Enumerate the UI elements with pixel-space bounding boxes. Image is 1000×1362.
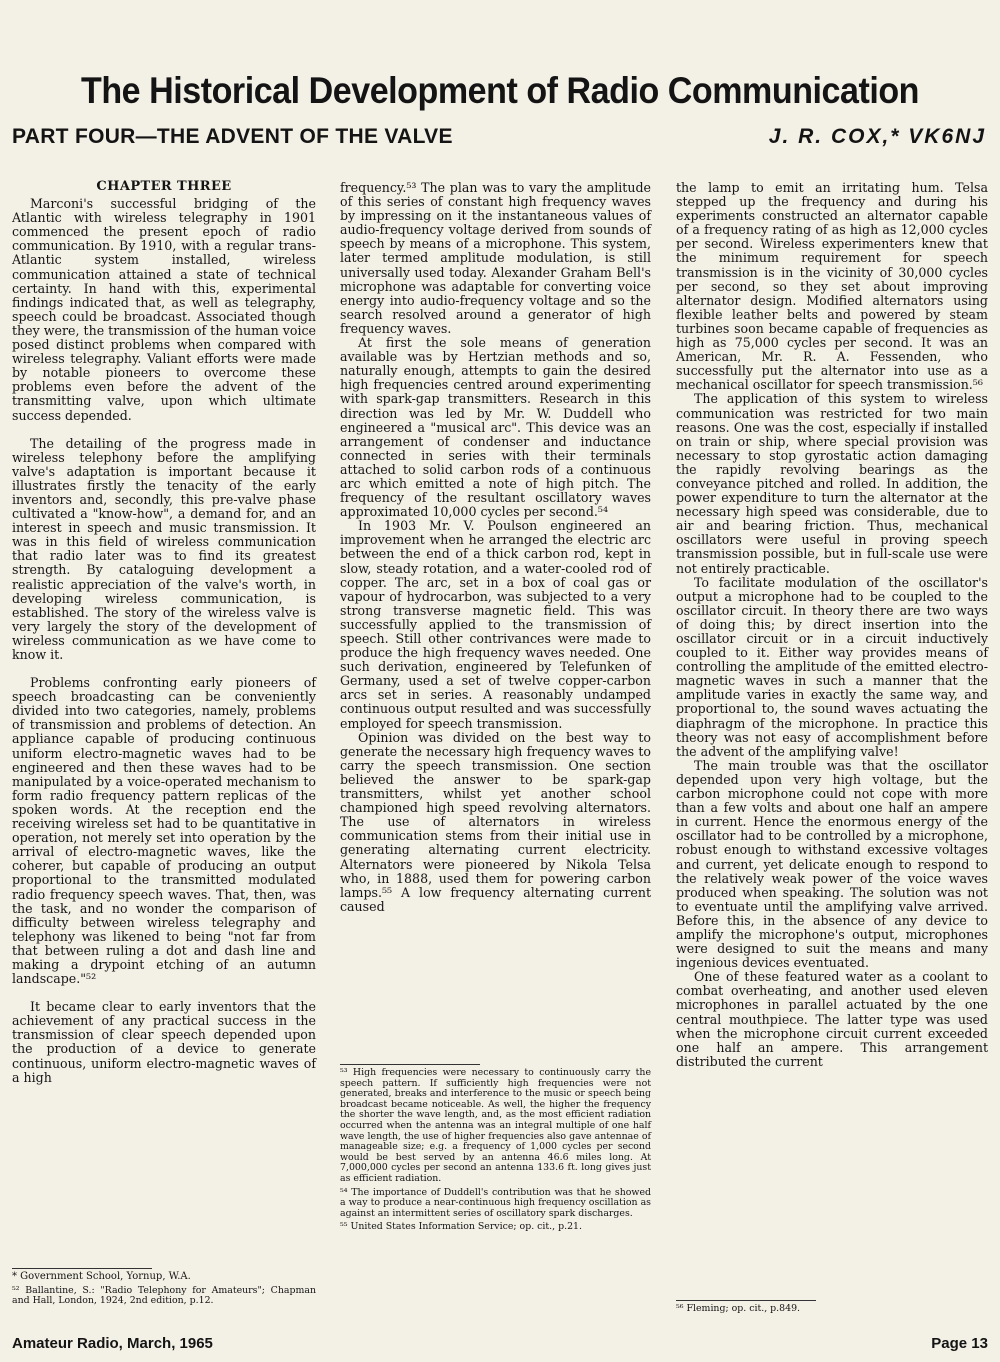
paragraph: frequency.⁵³ The plan was to vary the amplitude of this series of constant high frequency waves by impressing on it the instantaneous values of audio-frequency voltage derived from sounds of speech by means of a microphone. This system, later termed amplitude modulation, is still universally used today. Alexander Graham Bell's microphone was adaptable for converting voice energy into audio-frequency voltage and so the search resolved around a generator of high frequency waves.	[340, 180, 651, 336]
footnote-rule-2	[340, 1064, 480, 1065]
footnote: * Government School, Yornup, W.A.	[12, 1271, 191, 1282]
paragraph: To facilitate modulation of the oscillator's output a microphone had to be coupled to the oscillator circuit. In theory there are two ways of doing this; by direct insertion into the oscillator circuit or in a circuit inductively coupled to it. Either way provides means of controlling the amplitude of the emitted electro-magnetic waves in such a manner that the amplitude varies in exactly the same way, and proportional to, the sound waves actuating the diaphragm of the microphone. In practice this theory was not easy of accomplishment before the advent of the amplifying valve!	[676, 574, 988, 759]
footnotes-column-2	[340, 1068, 651, 1236]
footnote: ⁵³ High frequencies were necessary to continuously carry the speech pattern. If sufficiently high frequencies were not generated, breaks and interference to the music or speech being broadcast became noticeable. As well, the higher the frequency the shorter the wave length, and, as the most efficient radiation occurred when the antenna was an integral multiple of one half wave length, the use of higher frequencies also gave antennae of manageable size; e.g. a frequency of 1,000 cycles per second would be best served by an antenna 46.6 miles long. At 7,000,000 cycles per second an antenna 133.6 ft. long gives just as efficient radiation.	[340, 1067, 651, 1184]
column-3	[676, 181, 988, 1069]
paragraph: One of these featured water as a coolant to combat overheating, and another used eleven microphones in parallel actuated by the one central mouthpiece. The latter type was used when the microphone circuit current exceeded one half an ampere. This arrangement distributed the current	[676, 969, 988, 1069]
paragraph: the lamp to emit an irritating hum. Telsa stepped up the frequency and during his experiments constructed an alternator capable of a frequency rating of as high as 12,000 cycles per second. Wireless experimenters knew that the minimum requirement for speech transmission is in the vicinity of 30,000 cycles per second, so they set about improving alternator design. Modified alternators using flexible leather belts and powered by steam turbines soon became capable of frequencies as high as 75,000 cycles per second. It was an American, Mr. R. A. Fessenden, who successfully put the alternator into use as a mechanical oscillator for speech transmission.⁵⁶	[676, 180, 988, 393]
footnotes-column-1	[12, 1272, 316, 1310]
paragraph: The detailing of the progress made in wireless telephony before the amplifying valve's adaptation is important because it illustrates firstly the tenacity of the early inventors and, secondly, this pre-valve phase cultivated a "know-how", a demand for, and an interest in speech and music transmission. It was in this field of wireless communication that radio later was to find its greatest strength. By cataloguing development a realistic appreciation of the valve's worth, in developing wireless communication, is established. The story of the wireless valve is very largely the story of the development of wireless communication as we have come to know it.	[12, 435, 316, 662]
footnotes-column-3	[676, 1304, 988, 1318]
column-1	[12, 178, 316, 1085]
article-title: The Historical Development of Radio Communication	[80, 70, 920, 111]
paragraph: The application of this system to wireless communication was restricted for two main reasons. One was the cost, especially if installed on train or ship, where special provision was necessary to stop gyrostatic action damaging the rapidly revolving bearings as the conveyance pitched and rolled. In addition, the power expenditure to turn the alternator at the necessary high speed was considerable, due to air and bearing friction. Thus, mechanical oscillators were useful in proving speech transmission possible, but in full-scale use were not entirely practicable.	[676, 391, 988, 576]
paragraph: Problems confronting early pioneers of speech broadcasting can be conveniently divided into two categories, namely, problems of transmission and problems of detection. An appliance capable of producing continuous uniform electro-magnetic waves had to be engineered and then these waves had to be manipulated by a voice-operated mechanism to form radio frequency pattern replicas of the spoken words. At the reception end the receiving wireless set had to be quantitative in operation, not merely set into operation by the arrival of electro-magnetic waves, like the coherer, but capable of producing an output proportional to the transmitted modulated radio frequency speech waves. That, then, was the task, and no wonder the comparison of difficulty between wireless telegraphy and telephony was likened to being "not far from that between ruling a dot and dash line and making a drypoint etching of an autumn landscape."⁵²	[12, 675, 316, 987]
paragraph: The main trouble was that the oscillator depended upon very high voltage, but the carbon microphone could not cope with more than a few volts and about one half an ampere in current. Hence the enormous energy of the oscillator had to be controlled by a microphone, robust enough to withstand excessive voltages and current, yet delicate enough to respond to the relatively weak power of the voice waves produced when speaking. The solution was not to eventuate until the amplifying valve arrived. Before this, in the absence of any device to amplify the microphone's output, microphones were designed to suit the means and many ingenious devices eventuated.	[676, 757, 988, 971]
article-author: J. R. COX,* VK6NJ	[768, 125, 986, 148]
paragraph: It became clear to early inventors that the achievement of any practical success in the transmission of clear speech depended upon the production of a device to generate continuous, uniform electro-magnetic waves of a high	[12, 999, 316, 1085]
paragraph: Marconi's successful bridging of the Atlantic with wireless telegraphy in 1901 commenced the present epoch of radio communication. By 1910, with a regular trans-Atlantic system installed, wireless communication attained a state of technical certainty. In hand with this, experimental findings indicated that, as well as telegraphy, speech could be broadcast. Associated though they were, the transmission of the human voice posed distinct problems when compared with wireless telegraphy. Valiant efforts were made by notable pioneers to overcome these problems even before the advent of the transmitting valve, upon which ultimate success depended.	[12, 196, 316, 423]
article-subtitle: PART FOUR—THE ADVENT OF THE VALVE	[12, 125, 453, 148]
footer-publication: Amateur Radio, March, 1965	[12, 1335, 213, 1352]
paragraph: At first the sole means of generation available was by Hertzian methods and so, naturally enough, attempts to gain the desired high frequencies centred around experimenting with spark-gap transmitters. Research in this direction was led by Mr. W. Duddell who engineered a "musical arc". This device was an arrangement of condenser and inductance connected in series with their terminals attached to solid carbon rods of a continuous arc which emitted a note of high pitch. The frequency of the resultant oscillatory waves approximated 10,000 cycles per second.⁵⁴	[340, 335, 651, 520]
chapter-heading: CHAPTER THREE	[96, 179, 232, 194]
paragraph: In 1903 Mr. V. Poulson engineered an improvement when he arranged the electric arc between the end of a thick carbon rod, kept in slow, steady rotation, and a water-cooled rod of copper. The arc, set in a box of coal gas or vapour of hydrocarbon, was subjected to a very strong transverse magnetic field. This was successfully applied to the transmission of speech. Still other contrivances were made to produce the high frequency waves needed. One such derivation, engineered by Telefunken of Germany, used a set of twelve copper-carbon arcs set in series. A reasonably undamped continuous output resulted and was successfully employed for speech transmission.	[340, 518, 651, 731]
footnote: ⁵⁶ Fleming; op. cit., p.849.	[676, 1303, 801, 1314]
footnote: ⁵² Ballantine, S.: "Radio Telephony for Amateurs"; Chapman and Hall, London, 1924, 2nd edition, p.12.	[12, 1284, 316, 1307]
footnote: ⁵⁴ The importance of Duddell's contribution was that he showed a way to produce a near-continuous high frequency oscillation as against an intermittent series of oscillatory spark discharges.	[340, 1186, 651, 1219]
paragraph: Opinion was divided on the best way to generate the necessary high frequency waves to carry the speech transmission. One section believed the answer to be spark-gap transmitters, whilst yet another school championed high speed revolving alternators. The use of alternators in wireless communication stems from their initial use in generating alternating current electricity. Alternators were pioneered by Nikola Telsa who, in 1888, used them for powering carbon lamps.⁵⁵ A low frequency alternating current caused	[340, 729, 651, 914]
column-2	[340, 181, 651, 914]
footnote-rule-1	[12, 1268, 152, 1269]
footnote: ⁵⁵ United States Information Service; op. cit., p.21.	[340, 1221, 582, 1233]
footer-page-number: Page 13	[931, 1335, 988, 1352]
footnote-rule-3	[676, 1300, 816, 1301]
